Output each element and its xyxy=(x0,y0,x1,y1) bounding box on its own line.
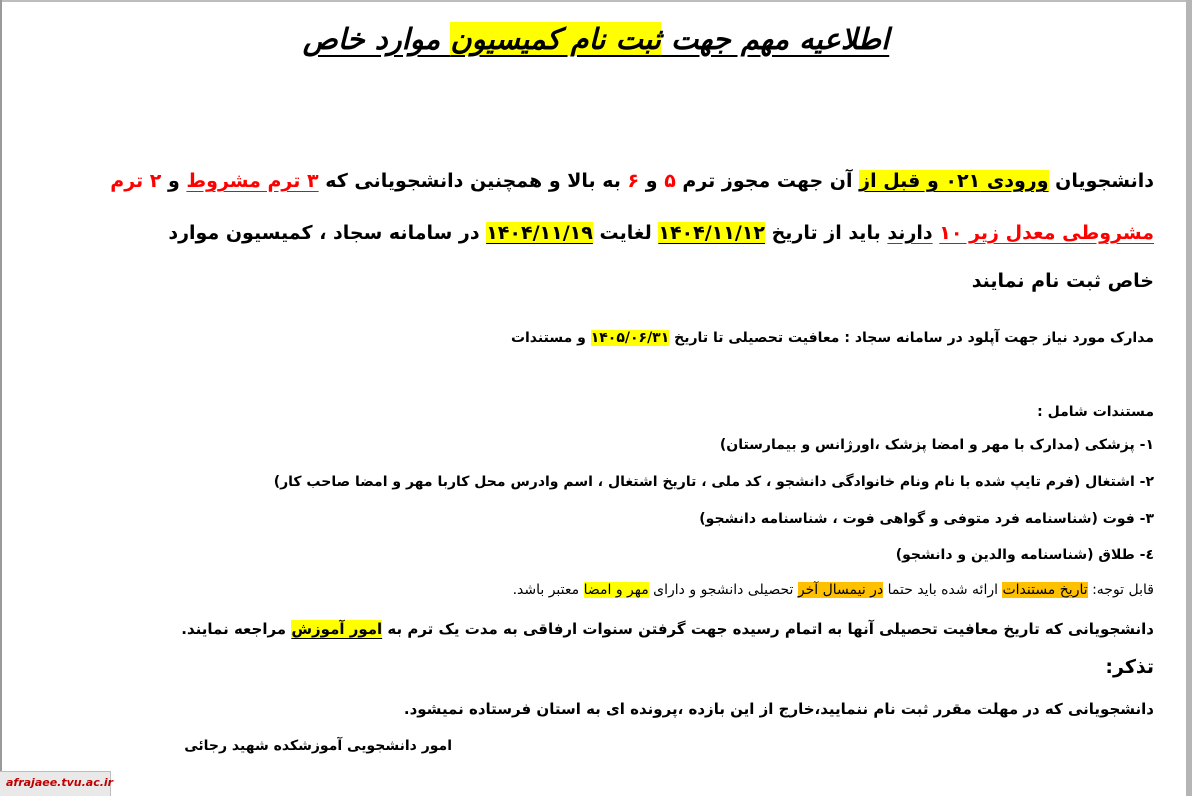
documents-date-highlight: تاریخ مستندات xyxy=(1002,582,1088,598)
document-item-employment: ۲- اشتغال (فرم تایپ شده با نام ونام خانوادگی دانشجو ، کد ملی ، تاریخ اشتغال ، اسم وادرس محل کاربا مهر و امضا صاحب کار) xyxy=(273,474,1154,490)
required-documents xyxy=(511,330,1154,346)
probation-3-terms: ۳ ترم مشروط xyxy=(186,170,319,192)
notice-line xyxy=(513,582,1154,598)
text-segment: قابل توجه: xyxy=(1087,582,1154,598)
title-part-1: اطلاعیه مهم جهت xyxy=(660,22,890,56)
text-segment: در سامانه سجاد ، کمیسیون موارد xyxy=(168,222,487,244)
text-segment: آن جهت مجوز ترم xyxy=(675,170,860,192)
text-segment: و xyxy=(161,170,187,192)
reminder-heading: تذکر: xyxy=(1105,656,1154,678)
education-office-highlight: امور آموزش xyxy=(291,620,383,638)
text-segment: تحصیلی دانشجو و دارای xyxy=(648,582,798,598)
text-segment: و مستندات xyxy=(510,330,591,346)
term-number-6: ۶ xyxy=(627,170,640,192)
document-item-death: ۳- فوت (شناسنامه فرد متوفی و گواهی فوت ، شناسنامه دانشجو) xyxy=(699,511,1154,527)
text-segment: دارند xyxy=(887,222,933,244)
text-segment: لغایت xyxy=(592,222,659,244)
term-number-5: ۵ xyxy=(664,170,676,192)
announcement-title xyxy=(0,22,1192,56)
para1-line2 xyxy=(168,222,1154,244)
last-semester-highlight: در نیمسال آخر xyxy=(797,582,884,598)
reminder-text: دانشجویانی که در مهلت مقرر ثبت نام ننمایید،خارج از این بازده ،پرونده ای به استان فرستاده نمیشود. xyxy=(403,700,1154,718)
end-date: ۱۴۰۴/۱۱/۱۹ xyxy=(486,222,593,244)
text-segment: و xyxy=(639,170,665,192)
start-date: ۱۴۰۴/۱۱/۱۲ xyxy=(658,222,765,244)
text-segment: معتبر باشد. xyxy=(512,582,584,598)
text-segment: مراجعه نمایند. xyxy=(181,620,292,638)
text-segment: دانشجویانی که تاریخ معافیت تحصیلی آنها به اتمام رسیده جهت گرفتن سنوات ارفاقی به مدت یک ترم به xyxy=(382,620,1154,638)
text-segment: مدارک مورد نیاز جهت آپلود در سامانه سجاد : معافیت تحصیلی تا تاریخ xyxy=(669,330,1154,346)
title-highlight: ثبت نام کمیسیون xyxy=(450,22,661,56)
title-part-3: موارد خاص xyxy=(302,22,451,56)
probation-2-terms: ۲ ترم xyxy=(110,170,162,192)
entry-year-highlight: ورودی ۰۲۱ و قبل از xyxy=(859,170,1049,192)
exemption-notice xyxy=(181,620,1154,638)
exemption-deadline: ۱۴۰۵/۰۶/۳۱ xyxy=(590,330,670,346)
text-segment: دانشجویان xyxy=(1048,170,1154,192)
text-segment: ارائه شده باید حتما xyxy=(883,582,1003,598)
documents-heading: مستندات شامل : xyxy=(1037,404,1154,420)
signature: امور دانشجویی آموزشکده شهید رجائی xyxy=(184,738,452,754)
gpa-condition: مشروطی معدل زیر ۱۰ xyxy=(939,222,1154,244)
watermark-text: afrajaee.tvu.ac.ir xyxy=(6,776,114,789)
document-item-medical: ۱- پزشکی (مدارک با مهر و امضا پزشک ،اورژانس و بیمارستان) xyxy=(719,437,1154,453)
site-watermark xyxy=(0,771,114,796)
para1-line1 xyxy=(110,170,1154,192)
text-segment: باید از تاریخ xyxy=(765,222,888,244)
text-segment: به بالا و همچنین دانشجویانی که xyxy=(318,170,628,192)
document-item-divorce: ٤- طلاق (شناسنامه والدین و دانشجو) xyxy=(895,547,1154,563)
stamp-signature-highlight: مهر و امضا xyxy=(583,582,649,598)
para1-line3: خاص ثبت نام نمایند xyxy=(971,270,1154,292)
